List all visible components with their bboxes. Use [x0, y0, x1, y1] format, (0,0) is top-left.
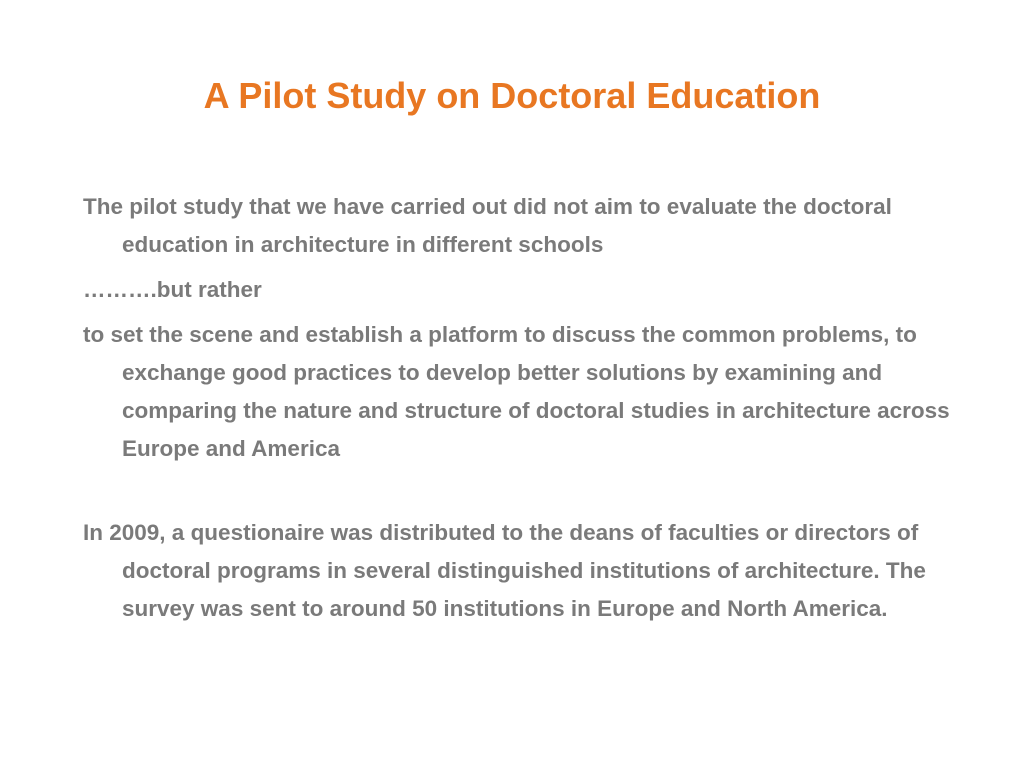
paragraph-questionnaire: In 2009, a questionaire was distributed to the deans of faculties or directors of doctoral programs in several distinguished institutions of architecture. The survey was sent to around 50 institutions in Europe and North America.	[83, 520, 926, 621]
paragraph-platform-goal: to set the scene and establish a platform to discuss the common problems, to exchange good practices to develop better solutions by examining and comparing the nature and structure of doctoral studies in architecture across Europe and America	[83, 322, 950, 461]
paragraph-pilot-study-aim: The pilot study that we have carried out did not aim to evaluate the doctoral education in architecture in different schools	[83, 194, 892, 257]
paragraph-but-rather: ……….but rather	[83, 277, 262, 302]
slide-title: A Pilot Study on Doctoral Education	[203, 75, 821, 116]
slide-body	[83, 188, 968, 635]
